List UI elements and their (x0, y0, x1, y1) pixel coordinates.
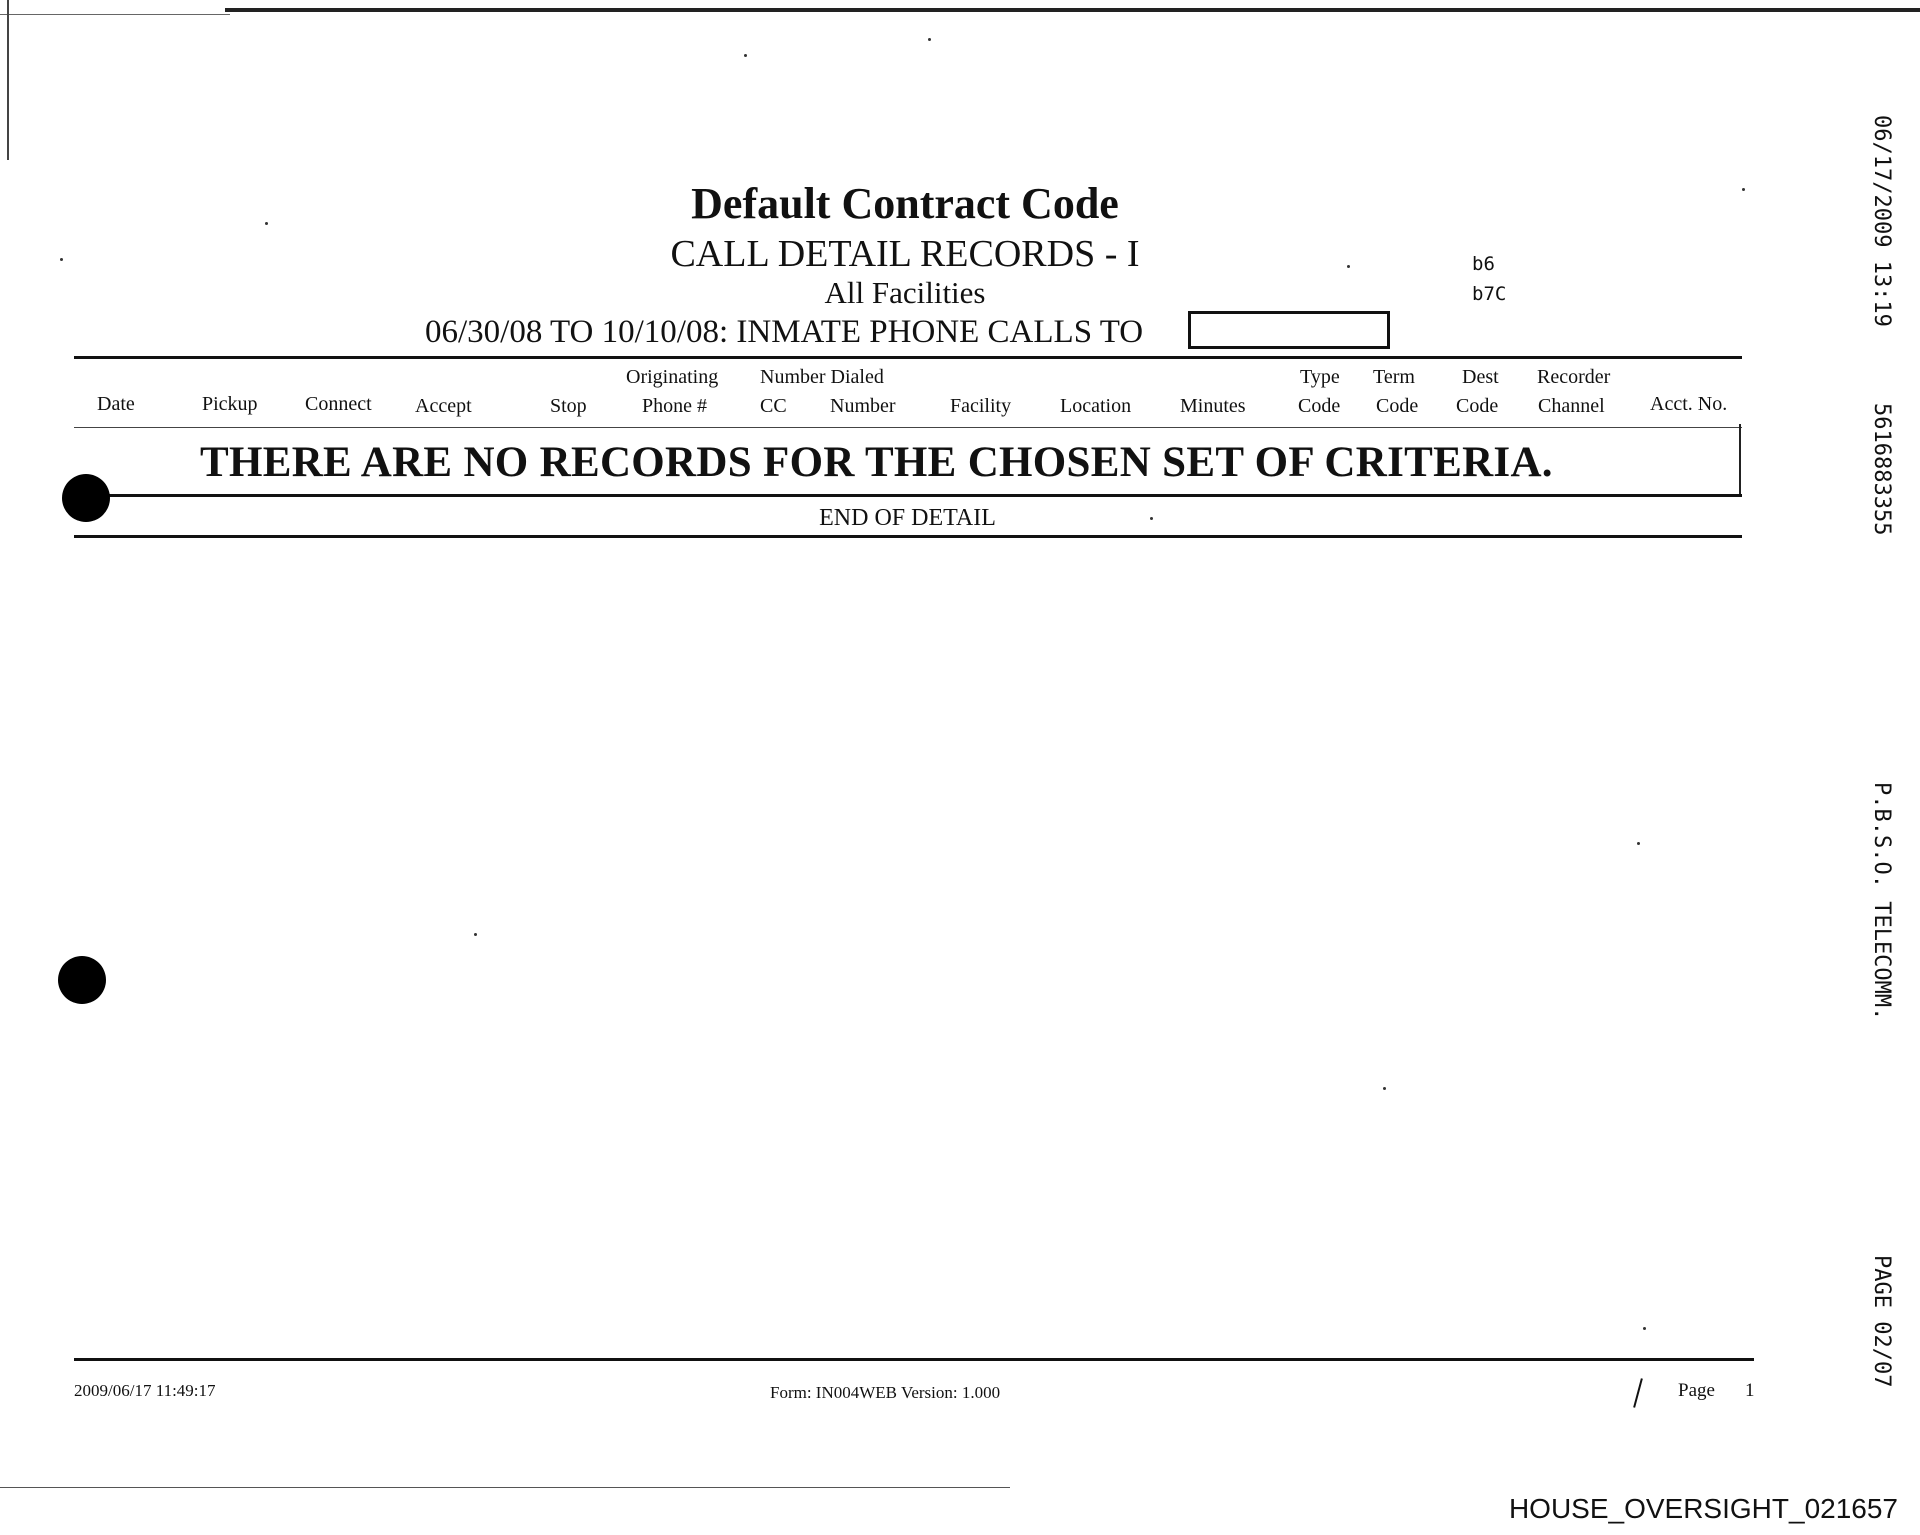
col-recorder-top: Recorder (1537, 366, 1611, 388)
footer-form-version: Form: IN004WEB Version: 1.000 (770, 1383, 1001, 1402)
col-dest-top: Dest (1462, 366, 1499, 388)
scan-speck (60, 258, 63, 261)
header-bottom-rule (74, 427, 1742, 428)
scan-speck (1742, 188, 1745, 191)
footer-rule (74, 1358, 1754, 1361)
scan-speck (928, 38, 931, 41)
left-scan-edge (7, 0, 9, 160)
binder-hole-top (62, 474, 110, 522)
no-records-message: THERE ARE NO RECORDS FOR THE CHOSEN SET OF CRITERIA. (200, 439, 1553, 486)
exemption-code-b7c: b7C (1472, 283, 1507, 305)
col-number-dialed-top: Number Dialed (760, 366, 884, 388)
redaction-box (1188, 311, 1390, 349)
scan-speck (1643, 1327, 1646, 1330)
col-facility: Facility (950, 395, 1012, 417)
fax-sender: P.B.S.O. TELECOMM. (1869, 782, 1894, 1021)
footer-timestamp: 2009/06/17 11:49:17 (74, 1381, 216, 1400)
facilities-label: All Facilities (824, 275, 986, 310)
top-scan-edge (225, 8, 1920, 12)
scan-speck (1637, 842, 1640, 845)
records-bottom-rule (74, 494, 1742, 497)
col-pickup: Pickup (202, 393, 258, 415)
footer-pen-mark (1633, 1378, 1643, 1407)
binder-hole-bottom (58, 956, 106, 1004)
top-scan-edge-left (0, 14, 230, 15)
col-type-bottom: Code (1298, 395, 1341, 417)
col-location: Location (1060, 395, 1132, 417)
col-originating-bottom: Phone # (642, 395, 707, 417)
footer-page-number: 1 (1745, 1380, 1755, 1401)
col-minutes: Minutes (1180, 395, 1246, 417)
col-acct-no: Acct. No. (1650, 393, 1728, 415)
col-cc: CC (760, 395, 787, 417)
footer-page-label: Page (1678, 1380, 1715, 1401)
col-stop: Stop (550, 395, 587, 417)
col-number: Number (830, 395, 896, 417)
col-originating-top: Originating (626, 366, 719, 388)
report-subtitle: CALL DETAIL RECORDS - I (670, 233, 1140, 275)
bottom-scan-edge (0, 1487, 1010, 1488)
header-top-rule (74, 356, 1742, 359)
col-dest-bottom: Code (1456, 395, 1499, 417)
col-connect: Connect (305, 393, 372, 415)
scan-speck (744, 54, 747, 57)
col-type-top: Type (1300, 366, 1340, 388)
fax-page: PAGE 02/07 (1869, 1255, 1894, 1388)
fax-datetime: 06/17/2009 13:19 (1869, 115, 1894, 327)
exemption-code-b6: b6 (1472, 253, 1495, 275)
scan-speck (474, 933, 477, 936)
col-recorder-bottom: Channel (1538, 395, 1605, 417)
col-date: Date (97, 393, 135, 415)
report-title: Default Contract Code (691, 179, 1119, 228)
end-of-detail: END OF DETAIL (819, 505, 996, 531)
detail-end-rule (74, 535, 1742, 538)
bates-number: HOUSE_OVERSIGHT_021657 (1508, 1493, 1898, 1524)
scan-speck (1383, 1087, 1386, 1090)
col-accept: Accept (415, 395, 472, 417)
records-box-right-edge (1739, 424, 1741, 496)
scan-speck (1347, 265, 1350, 268)
scan-speck (1150, 517, 1153, 520)
scan-speck (265, 222, 268, 225)
col-term-top: Term (1373, 366, 1415, 388)
col-term-bottom: Code (1376, 395, 1419, 417)
fax-phone: 5616883355 (1869, 403, 1894, 536)
date-range-label: 06/30/08 TO 10/10/08: INMATE PHONE CALLS TO (425, 314, 1144, 350)
